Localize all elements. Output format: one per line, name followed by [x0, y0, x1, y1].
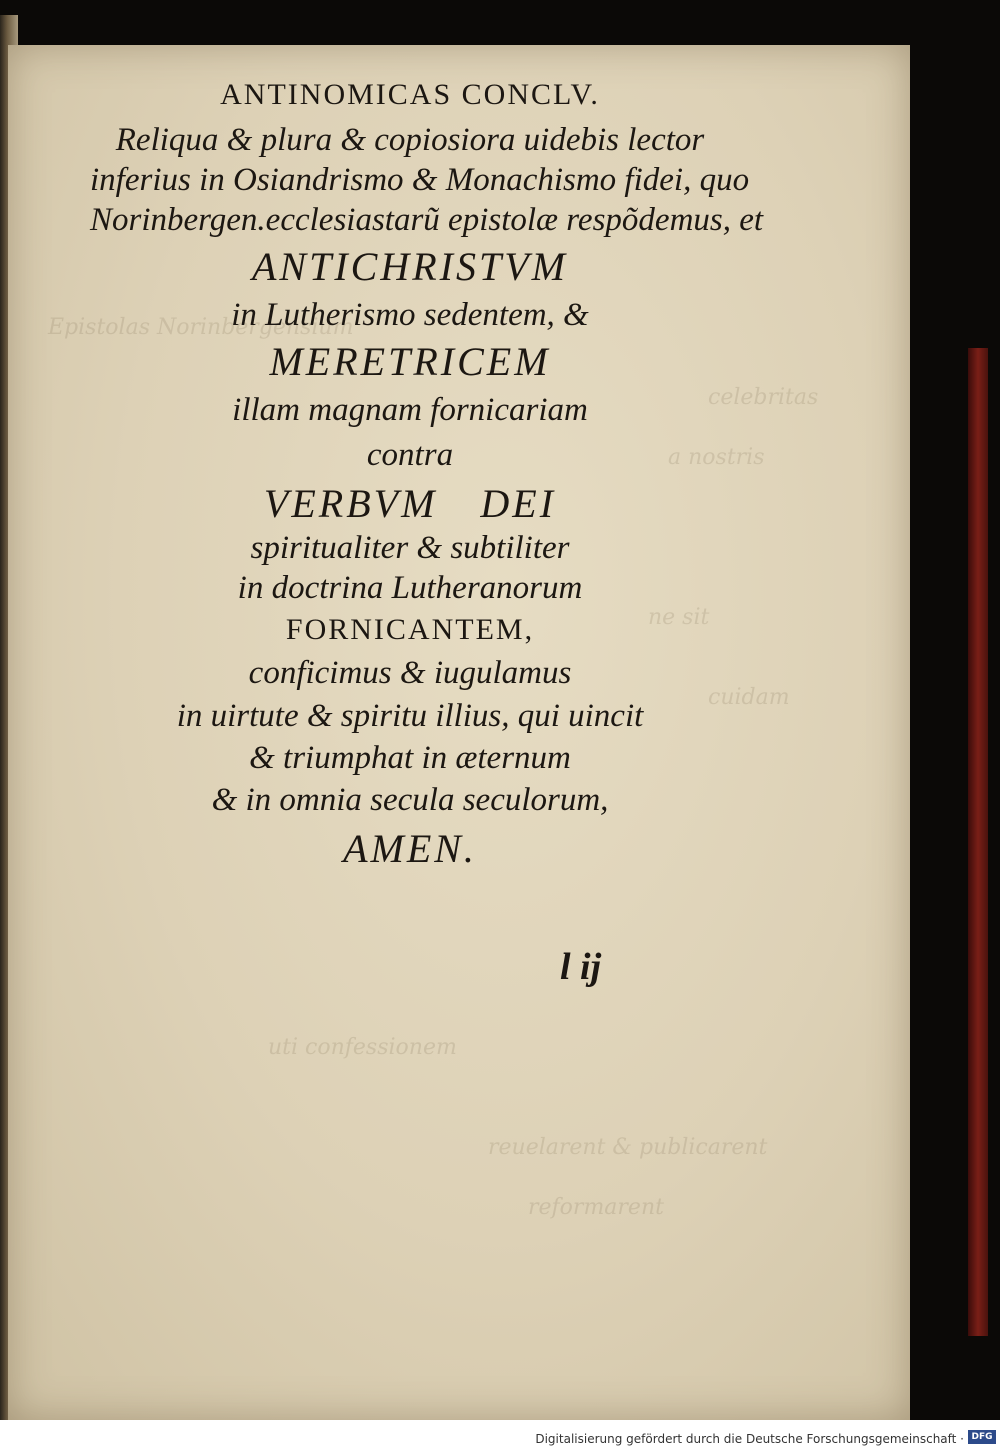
bleed-through-text: uti confessionem — [268, 1035, 457, 1060]
bleed-through-text: cuidam — [708, 685, 790, 710]
text-line-display: VERBVM DEI — [263, 481, 557, 526]
bleed-through-text: celebritas — [708, 385, 819, 410]
text-line-caps: FORNICANTEM, — [285, 613, 535, 646]
bleed-through-text: reformarent — [528, 1195, 664, 1220]
text-line: Reliqua & plura & copiosiora uidebis lector — [115, 122, 705, 158]
text-line: & triumphat in æternum — [249, 740, 571, 776]
text-line: illam magnam fornicariam — [232, 392, 588, 428]
text-line: inferius in Osiandrismo & Monachismo fidei, quo — [90, 162, 750, 198]
signature-mark: l ij — [560, 946, 602, 988]
text-line-display: ANTICHRISTVM — [252, 244, 568, 289]
bookmark-ribbon — [968, 348, 988, 1336]
text-line-display: AMEN. — [343, 826, 477, 871]
text-line: Norinbergen.ecclesiastarũ epistolæ respõdemus, et — [90, 202, 764, 238]
text-line: conficimus & iugulamus — [248, 655, 572, 691]
text-line: contra — [366, 437, 454, 473]
running-header: ANTINOMICAS CONCLV. — [220, 78, 600, 111]
text-line: in uirtute & spiritu illius, qui uincit — [176, 698, 644, 734]
text-line: in doctrina Lutheranorum — [237, 570, 583, 606]
bleed-through-text: reuelarent & publicarent — [488, 1135, 768, 1160]
text-line: & in omnia secula seculorum, — [211, 782, 609, 818]
footer-credit: Digitalisierung gefördert durch die Deutsche Forschungsgemeinschaft · — [535, 1432, 964, 1446]
text-line: spiritualiter & subtiliter — [250, 530, 570, 566]
text-line: in Lutherismo sedentem, & — [231, 297, 589, 333]
bleed-through-text: Epistolas Norinbergensium — [48, 315, 354, 340]
bleed-through-text: a nostris — [668, 445, 765, 470]
dfg-logo: DFG — [968, 1430, 996, 1444]
bleed-through-text: ne sit — [648, 605, 710, 630]
text-line-display: MERETRICEM — [269, 339, 551, 384]
